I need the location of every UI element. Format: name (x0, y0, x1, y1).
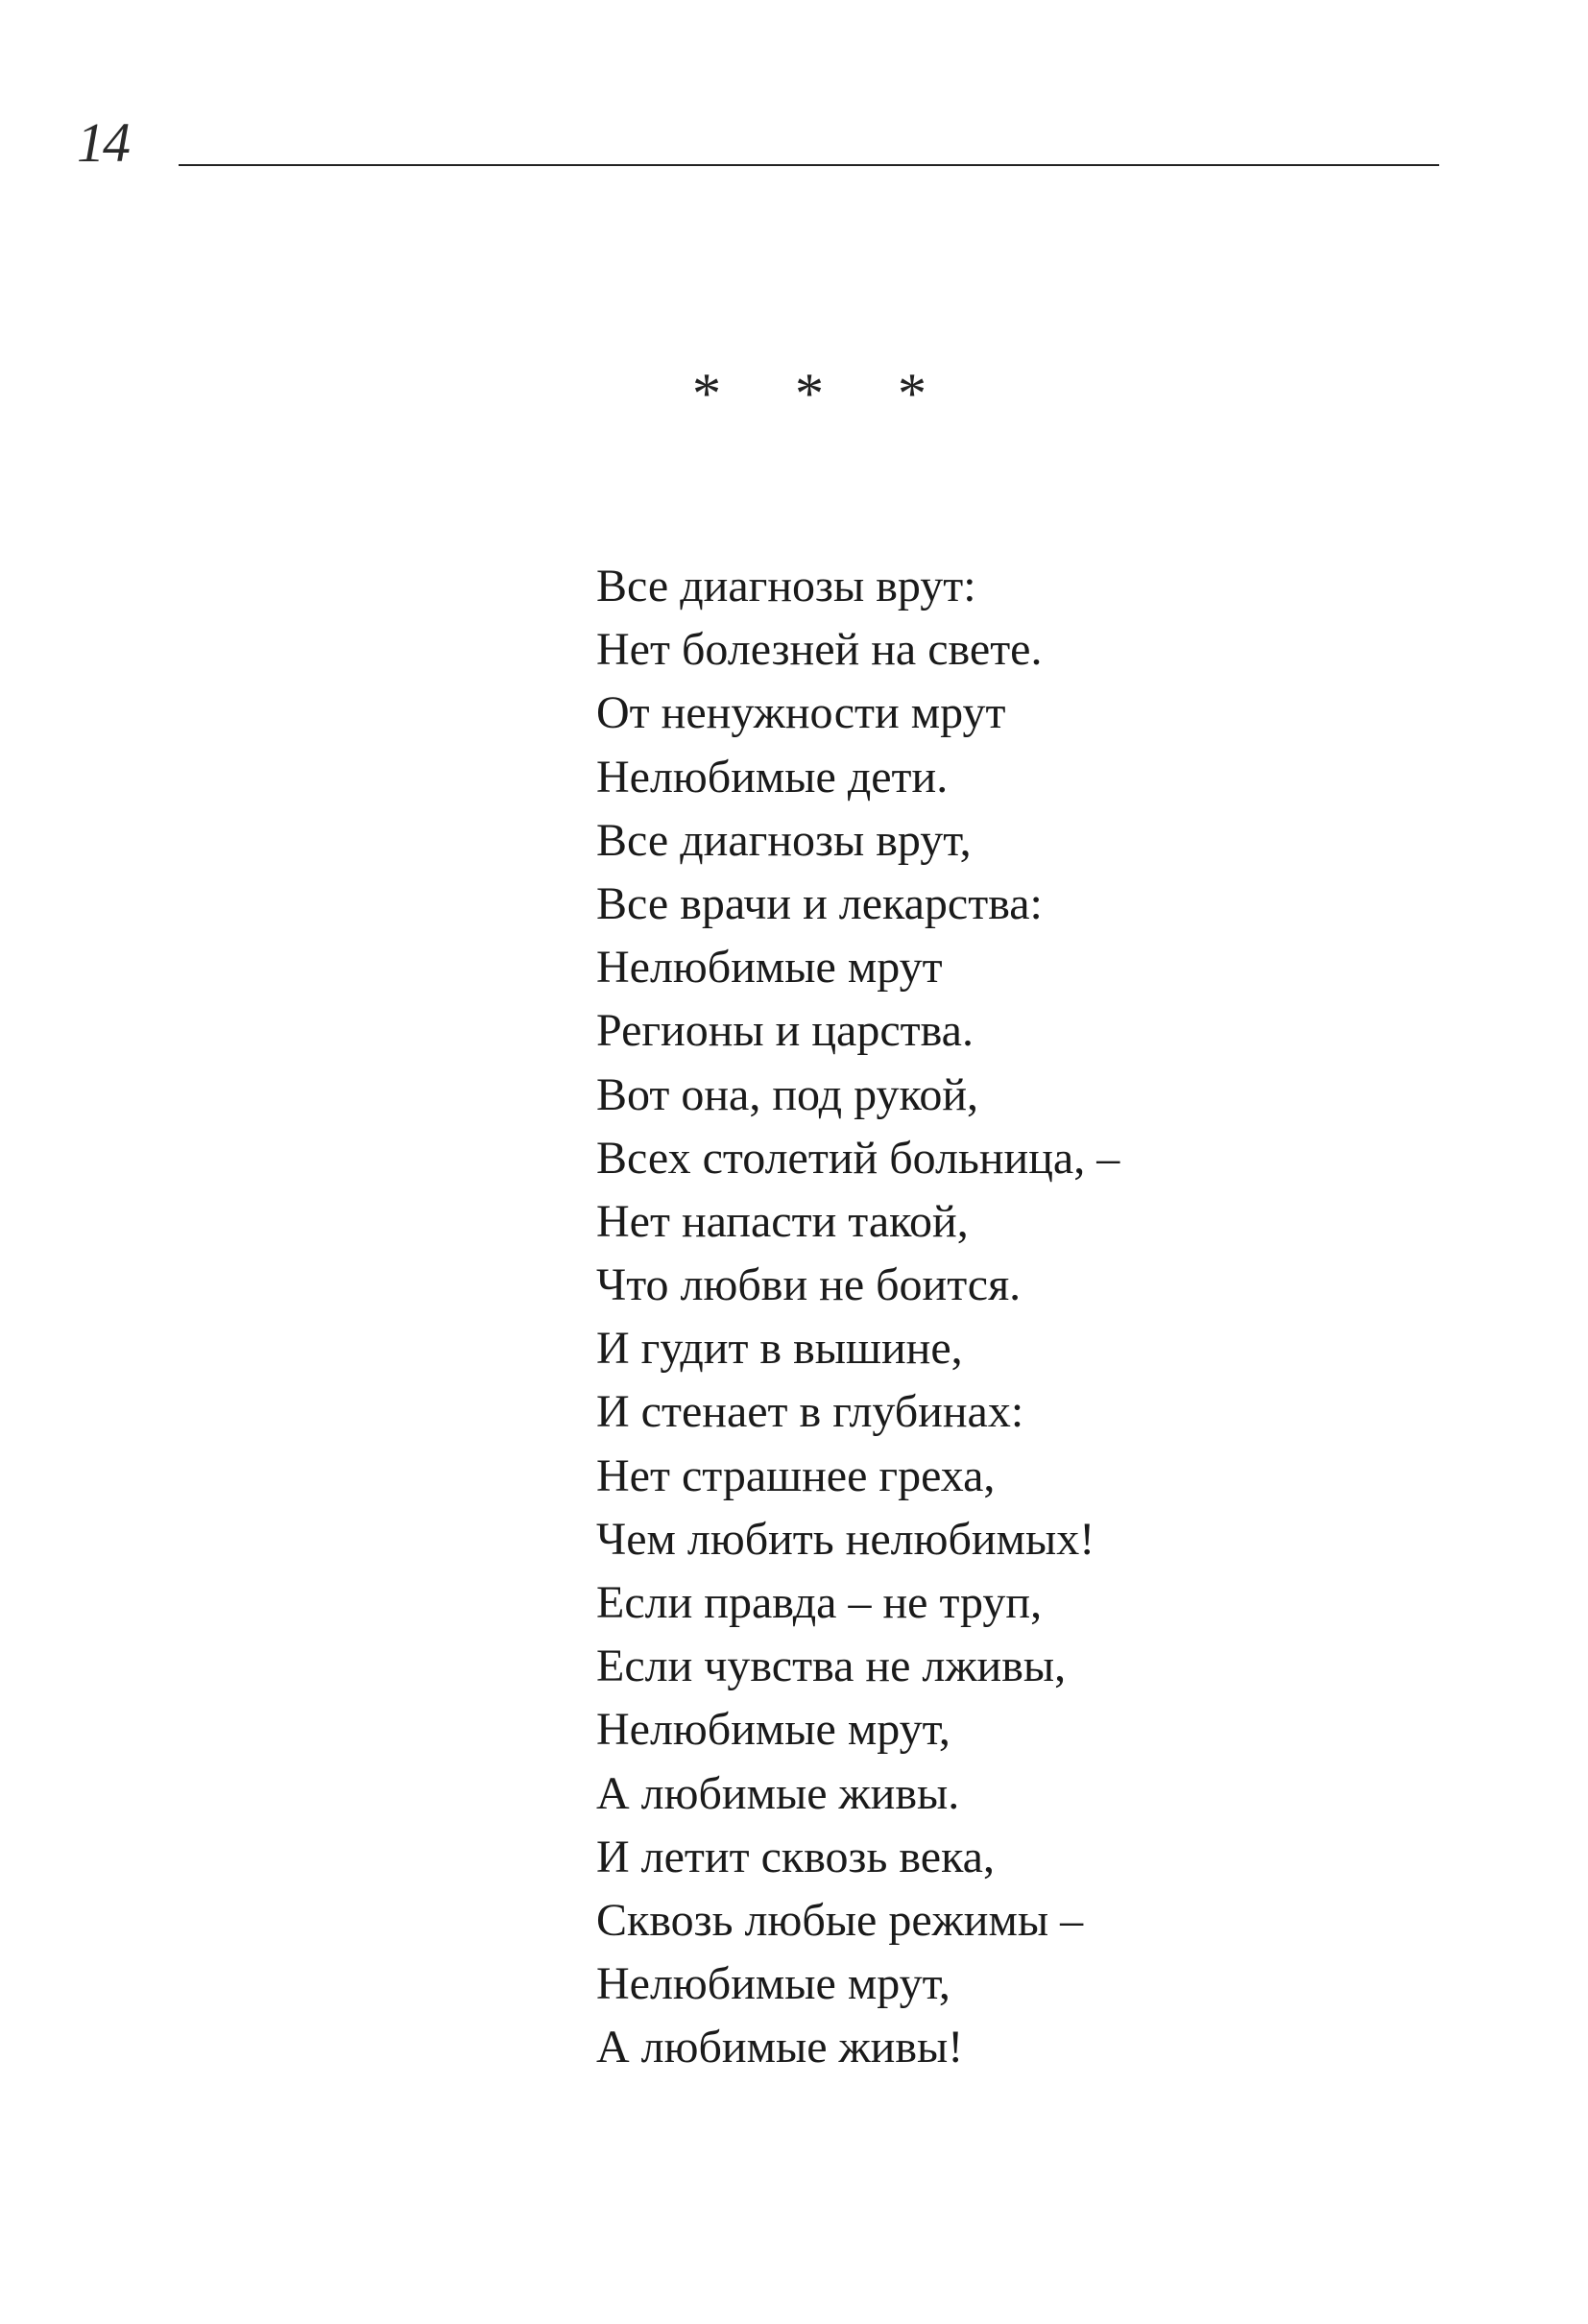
poem-text (596, 555, 1119, 2080)
poem-line: И стенает в глубинах: (596, 1386, 1024, 1438)
poem-line: Нелюбимые мрут (596, 942, 943, 994)
poem-line: Нелюбимые дети. (596, 751, 949, 803)
separator-asterisk: * (795, 362, 824, 425)
poem-line: А любимые живы! (596, 2022, 964, 2073)
separator-asterisk: * (898, 362, 926, 425)
poem-line: Нет напасти такой, (596, 1195, 969, 1247)
poem-line: Нет страшнее греха, (596, 1450, 996, 1501)
poem-line: Нет болезней на свете. (596, 624, 1043, 676)
poem-line: Если чувства не лживы, (596, 1641, 1067, 1692)
poem-line: Если правда – не труп, (596, 1577, 1043, 1628)
poem-line: От ненужности мрут (596, 687, 1006, 739)
poem-line: Всех столетий больница, – (596, 1132, 1120, 1184)
poem-line: Все врачи и лекарства: (596, 877, 1043, 929)
poem-line: Все диагнозы врут, (596, 814, 972, 866)
poem-line: Чем любить нелюбимых! (596, 1513, 1095, 1565)
poem-line: Вот она, под рукой, (596, 1068, 979, 1120)
poem-line: И летит сквозь века, (596, 1831, 995, 1882)
section-separator (0, 362, 1588, 425)
poem-line: Сквозь любые режимы – (596, 1894, 1084, 1946)
poem-line: Все диагнозы врут: (596, 561, 976, 611)
poem-line: Что любви не боится. (596, 1259, 1022, 1311)
separator-asterisk: * (692, 362, 721, 425)
poem-line: Регионы и царства. (596, 1005, 974, 1057)
poem-line: А любимые живы. (596, 1767, 960, 1819)
page-number: 14 (77, 111, 129, 174)
poem-line: И гудит в вышине, (596, 1323, 963, 1375)
poem-line: Нелюбимые мрут, (596, 1958, 950, 2010)
poem-line: Нелюбимые мрут, (596, 1704, 950, 1756)
header-rule (179, 164, 1439, 166)
